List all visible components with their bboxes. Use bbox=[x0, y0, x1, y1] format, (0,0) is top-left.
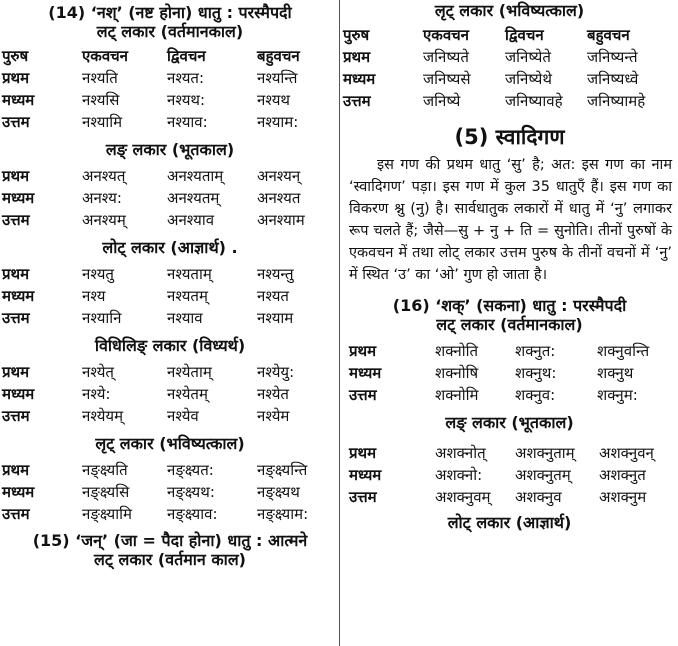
table-row bbox=[0, 89, 340, 111]
table-row bbox=[0, 405, 340, 427]
cell: नङ्क्ष्यामि bbox=[82, 505, 132, 523]
row-label: मध्यम bbox=[2, 91, 35, 109]
row-label: उत्तम bbox=[349, 386, 377, 404]
cell: नश्येत bbox=[257, 385, 289, 403]
cell: शक्नोति bbox=[435, 342, 479, 360]
table-row bbox=[0, 111, 340, 133]
header-ekvachan: एकवचन bbox=[423, 26, 470, 44]
section-16-subtitle: लट् लकार (वर्तमानकाल) bbox=[436, 315, 583, 334]
cell: अनश्य: bbox=[82, 189, 122, 207]
row-label: उत्तम bbox=[2, 407, 30, 425]
cell: नश्यामि bbox=[82, 113, 123, 131]
cell: अनश्यत bbox=[257, 189, 301, 207]
table-row bbox=[341, 464, 678, 486]
cell: जनिष्येते bbox=[505, 48, 551, 66]
table-row bbox=[0, 481, 340, 503]
table-row bbox=[0, 165, 340, 187]
row-label: मध्यम bbox=[2, 189, 35, 207]
svadigana-title: (5) स्वादिगण bbox=[454, 125, 565, 149]
row-label: प्रथम bbox=[2, 265, 30, 283]
table-row bbox=[341, 384, 678, 406]
shak-lang-heading: लङ् लकार (भूतकाल) bbox=[445, 413, 574, 432]
cell: अनश्यन् bbox=[257, 167, 301, 185]
cell: नङ्क्ष्याम: bbox=[257, 505, 309, 523]
cell: नङ्क्ष्यथ bbox=[257, 483, 300, 501]
cell: नश्य bbox=[82, 287, 106, 305]
cell: शक्नुत: bbox=[515, 342, 556, 360]
header-bahuvachan: बहुवचन bbox=[587, 26, 630, 44]
row-label: मध्यम bbox=[343, 70, 376, 88]
table-row bbox=[0, 67, 340, 89]
cell: नश्ये: bbox=[82, 385, 111, 403]
cell: शक्नुवन्ति bbox=[597, 342, 650, 360]
cell: अनश्यताम् bbox=[167, 167, 224, 185]
table-row bbox=[0, 361, 340, 383]
cell: नश्येयु: bbox=[257, 363, 295, 381]
cell: नश्यथ: bbox=[167, 91, 206, 109]
jan-lrt-table bbox=[341, 24, 678, 112]
table-row bbox=[341, 442, 678, 464]
cell: नङ्क्ष्यति bbox=[82, 461, 128, 479]
nash-lat-table bbox=[0, 45, 340, 133]
header-purush: पुरुष bbox=[2, 47, 29, 65]
vidhiling-heading: विधिलिङ् लकार (विध्यर्थ) bbox=[94, 336, 246, 355]
table-row bbox=[341, 340, 678, 362]
shak-lot-heading: लोट् लकार (आज्ञार्थ) bbox=[447, 513, 572, 532]
right-column bbox=[341, 0, 678, 534]
cell: अनश्याम bbox=[257, 211, 305, 229]
header-ekvachan: एकवचन bbox=[82, 47, 129, 65]
cell: अशक्नुम bbox=[599, 488, 647, 506]
cell: नश्यन्ति bbox=[257, 69, 298, 87]
table-header-row bbox=[0, 45, 340, 67]
cell: नङ्क्ष्यसि bbox=[82, 483, 130, 501]
cell: जनिष्यध्वे bbox=[587, 70, 639, 88]
section-16-title: (16) ‘शक्’ (सकना) धातु : परस्मैपदी bbox=[392, 296, 627, 315]
cell: नश्याम bbox=[257, 309, 294, 327]
row-label: प्रथम bbox=[349, 444, 377, 462]
header-dvivachan: द्विवचन bbox=[167, 47, 206, 65]
cell: शक्नुव: bbox=[515, 386, 556, 404]
row-label: प्रथम bbox=[2, 461, 30, 479]
cell: जनिष्यते bbox=[423, 48, 469, 66]
cell: नश्यतम् bbox=[167, 287, 208, 305]
cell: नश्यत bbox=[257, 287, 289, 305]
section-14-title: (14) ‘नश्’ (नष्ट होना) धातु : परस्मैपदी bbox=[48, 3, 292, 22]
row-label: मध्यम bbox=[349, 466, 382, 484]
row-label: प्रथम bbox=[349, 342, 377, 360]
table-row bbox=[341, 90, 678, 112]
cell: नश्याम: bbox=[257, 113, 299, 131]
nash-vidhiling-table bbox=[0, 361, 340, 427]
cell: नश्यतु bbox=[82, 265, 114, 283]
nash-lrt-table bbox=[0, 459, 340, 525]
cell: नश्याव bbox=[167, 309, 203, 327]
header-purush: पुरुष bbox=[343, 26, 370, 44]
cell: शक्नुथ bbox=[597, 364, 634, 382]
row-label: मध्यम bbox=[2, 385, 35, 403]
cell: नश्याव: bbox=[167, 113, 208, 131]
cell: शक्नोमि bbox=[435, 386, 479, 404]
table-row bbox=[0, 263, 340, 285]
cell: शक्नुम: bbox=[597, 386, 638, 404]
cell: शक्नुथ: bbox=[515, 364, 557, 382]
cell: अशक्नुतम् bbox=[515, 466, 571, 484]
paragraph-text: इस गण की प्रथम धातु ‘सु’ है; अत: इस गण का नाम ‘स्वादिगण’ पड़ा। इस गण में कुल 35 धातुएँ हैं। इस गण का विकरण श्नु (नु) है। सार्वधातुक लकारों में धातु में ‘नु’ लगाकर रूप चलते हैं; जैसे—सु + नु + ति = सुनोति। तीनों पुरुषों के एकवचन में तथा लोट् लकार उत्तम पुरुष के तीनों वचनों में ‘नु’ में स्थित ‘उ’ का ‘ओ’ गुण हो जाता है। bbox=[349, 157, 672, 283]
cell: नश्यति bbox=[82, 69, 118, 87]
lang-heading: लङ् लकार (भूतकाल) bbox=[105, 140, 235, 159]
cell: जनिष्यन्ते bbox=[587, 48, 638, 66]
cell: नश्यत: bbox=[167, 69, 205, 87]
table-header-row bbox=[341, 24, 678, 46]
section-15-subtitle: लट् लकार (वर्तमान काल) bbox=[94, 550, 246, 569]
row-label: उत्तम bbox=[2, 309, 30, 327]
row-label: प्रथम bbox=[2, 69, 30, 87]
cell: अशक्नुत bbox=[599, 466, 646, 484]
row-label: उत्तम bbox=[349, 488, 377, 506]
cell: शक्नोषि bbox=[435, 364, 479, 382]
header-bahuvachan: बहुवचन bbox=[257, 47, 300, 65]
row-label: मध्यम bbox=[2, 483, 35, 501]
cell: नश्यन्तु bbox=[257, 265, 294, 283]
left-column bbox=[0, 0, 340, 569]
cell: अनश्याव bbox=[167, 211, 215, 229]
table-row bbox=[0, 383, 340, 405]
cell: नङ्क्ष्यथ: bbox=[167, 483, 215, 501]
table-row bbox=[341, 68, 678, 90]
lot-heading: लोट् लकार (आज्ञार्थ) . bbox=[102, 238, 238, 257]
row-label: उत्तम bbox=[2, 505, 30, 523]
jan-lrt-heading: लृट् लकार (भविष्यत्काल) bbox=[434, 1, 585, 20]
cell: अशक्नोत् bbox=[435, 444, 486, 462]
cell: नश्येव bbox=[167, 407, 199, 425]
cell: नश्येतम् bbox=[167, 385, 208, 403]
lrt-heading: लृट् लकार (भविष्यत्काल) bbox=[95, 434, 245, 453]
table-row bbox=[0, 209, 340, 231]
row-label: उत्तम bbox=[2, 211, 30, 229]
table-row bbox=[341, 46, 678, 68]
table-row bbox=[0, 503, 340, 525]
cell: अनश्यत् bbox=[82, 167, 126, 185]
table-row bbox=[0, 285, 340, 307]
cell: अशक्नुव bbox=[515, 488, 562, 506]
svadigana-paragraph bbox=[341, 154, 678, 286]
cell: जनिष्येथे bbox=[505, 70, 552, 88]
cell: नश्यानि bbox=[82, 309, 122, 327]
cell: अनश्यतम् bbox=[167, 189, 220, 207]
cell: नश्यताम् bbox=[167, 265, 212, 283]
cell: नङ्क्ष्यत: bbox=[167, 461, 214, 479]
nash-lot-table bbox=[0, 263, 340, 329]
cell: नश्यथ bbox=[257, 91, 290, 109]
cell: नङ्क्ष्यन्ति bbox=[257, 461, 308, 479]
cell: अशक्नो: bbox=[435, 466, 483, 484]
cell: जनिष्ये bbox=[423, 92, 461, 110]
table-row bbox=[341, 486, 678, 508]
cell: जनिष्यामहे bbox=[587, 92, 646, 110]
table-row bbox=[0, 187, 340, 209]
table-row bbox=[0, 307, 340, 329]
cell: नश्येत् bbox=[82, 363, 114, 381]
cell: अशक्नुताम् bbox=[515, 444, 575, 462]
row-label: मध्यम bbox=[2, 287, 35, 305]
row-label: प्रथम bbox=[2, 167, 30, 185]
section-14-subtitle: लट् लकार (वर्तमानकाल) bbox=[96, 22, 244, 41]
cell: नङ्क्ष्याव: bbox=[167, 505, 218, 523]
row-label: प्रथम bbox=[2, 363, 30, 381]
row-label: उत्तम bbox=[343, 92, 371, 110]
cell: नश्येयम् bbox=[82, 407, 124, 425]
header-dvivachan: द्विवचन bbox=[505, 26, 544, 44]
cell: अनश्यम् bbox=[82, 211, 126, 229]
section-15-title: (15) ‘जन्’ (जा = पैदा होना) धातु : आत्मने bbox=[32, 531, 308, 550]
table-row bbox=[0, 459, 340, 481]
cell: अशक्नुवन् bbox=[599, 444, 654, 462]
shak-lat-table bbox=[341, 340, 678, 406]
cell: नश्यसि bbox=[82, 91, 120, 109]
cell: अशक्नुवम् bbox=[435, 488, 491, 506]
cell: जनिष्यसे bbox=[423, 70, 471, 88]
cell: जनिष्यावहे bbox=[505, 92, 563, 110]
table-row bbox=[341, 362, 678, 384]
nash-lang-table bbox=[0, 165, 340, 231]
cell: नश्येताम् bbox=[167, 363, 212, 381]
cell: नश्येम bbox=[257, 407, 290, 425]
row-label: उत्तम bbox=[2, 113, 30, 131]
row-label: मध्यम bbox=[349, 364, 382, 382]
shak-lang-table bbox=[341, 442, 678, 508]
row-label: प्रथम bbox=[343, 48, 371, 66]
